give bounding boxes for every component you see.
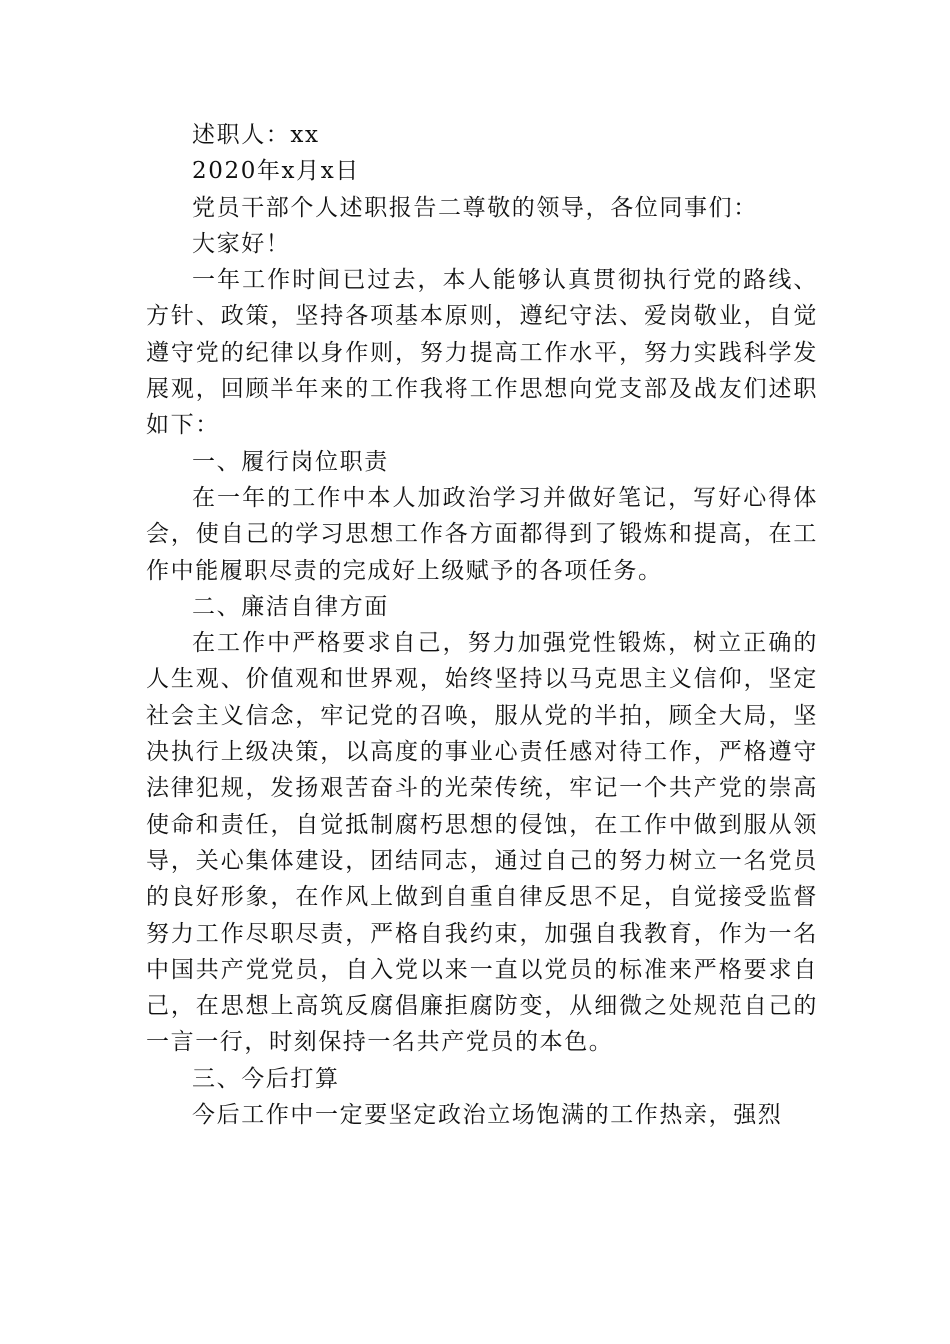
section-1-paragraph: 在一年的工作中本人加政治学习并做好笔记，写好心得体会，使自己的学习思想工作各方面都得到了锻炼和提高，在工作中能履职尽责的完成好上级赋予的各项任务。: [146, 484, 818, 584]
document-body: [146, 117, 818, 1133]
section-3-paragraph: 今后工作中一定要坚定政治立场饱满的工作热亲，强烈: [192, 1102, 783, 1129]
section-heading-2: 二、廉洁自律方面: [192, 593, 389, 620]
date-line: 2020年x月x日: [192, 158, 360, 185]
report-title-greeting: 党员干部个人述职报告二尊敬的领导，各位同事们：: [192, 194, 758, 221]
section-heading-1: 一、履行岗位职责: [192, 448, 389, 475]
intro-paragraph: 一年工作时间已过去，本人能够认真贯彻执行党的路线、方针、政策，坚持各项基本原则，遵纪守法、爱岗敬业，自觉遵守党的纪律以身作则，努力提高工作水平，努力实践科学发展观，回顾半年来的工作我将工作思想向党支部及战友们述职如下：: [146, 267, 818, 439]
section-2-paragraph: 在工作中严格要求自己，努力加强党性锻炼，树立正确的人生观、价值观和世界观，始终坚持以马克思主义信仰，坚定社会主义信念，牢记党的召唤，服从党的半拍，顾全大局，坚决执行上级决策，以高度的事业心责任感对待工作，严格遵守法律犯规，发扬艰苦奋斗的光荣传统，牢记一个共产党的崇高使命和责任，自觉抵制腐朽思想的侵蚀，在工作中做到服从领导，关心集体建设，团结同志，通过自己的努力树立一名党员的良好形象，在作风上做到自重自律反思不足，自觉接受监督努力工作尽职尽责，严格自我约束，加强自我教育，作为一名中国共产党党员，自入党以来一直以党员的标准来严格要求自己，在思想上高筑反腐倡廉拒腐防变，从细微之处规范自己的一言一行，时刻保持一名共产党员的本色。: [146, 630, 818, 1056]
section-heading-3: 三、今后打算: [192, 1065, 340, 1092]
reporter-line: 述职人：xx: [192, 122, 320, 148]
greeting-line: 大家好！: [192, 230, 291, 257]
